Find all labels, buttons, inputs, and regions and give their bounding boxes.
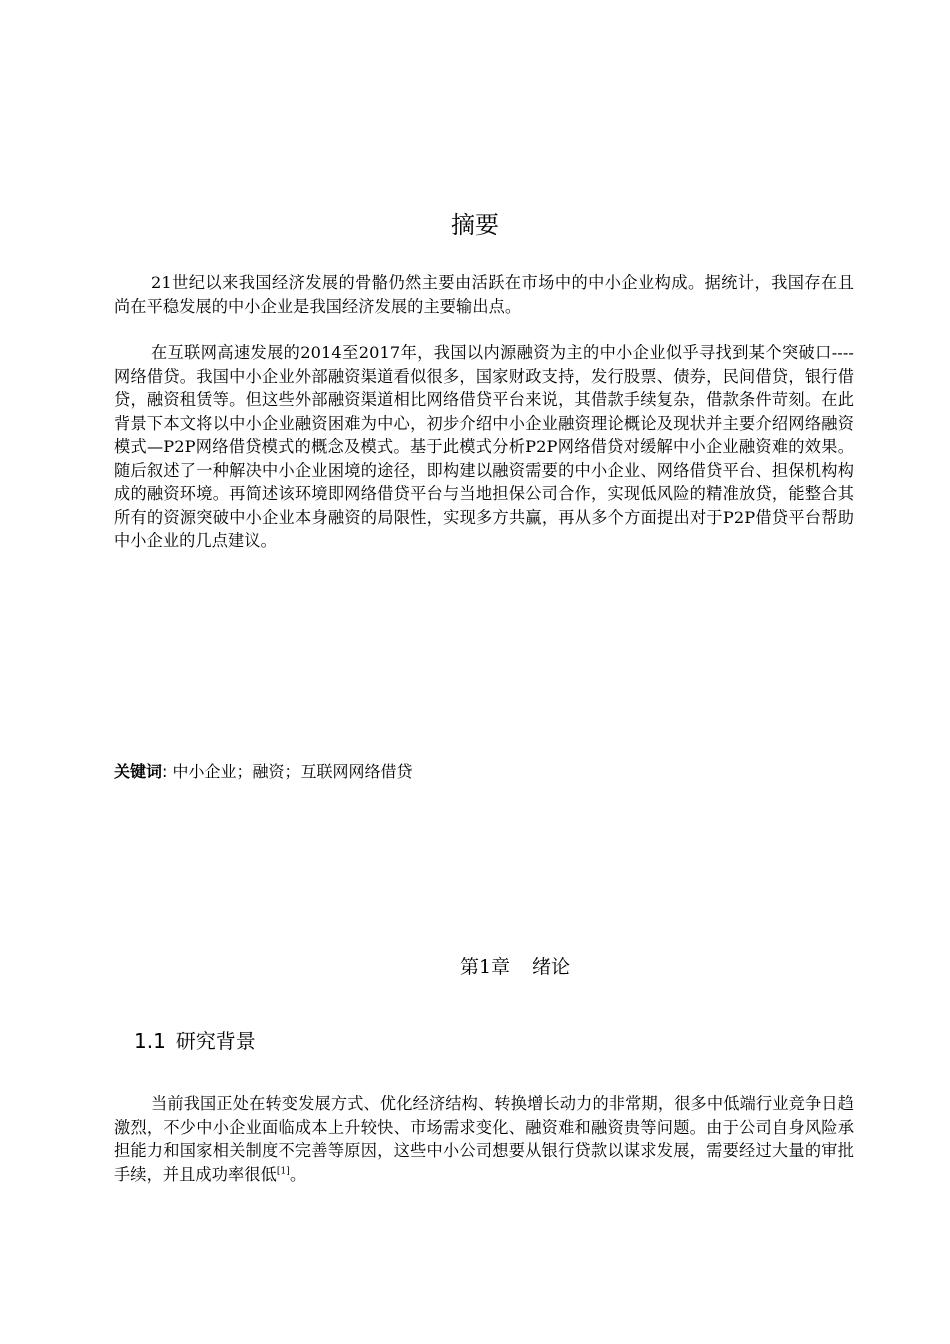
chapter-heading	[0, 953, 950, 981]
chapter-number: 第1章	[459, 956, 511, 978]
abstract-paragraph-1-text: 21世纪以来我国经济发展的骨骼仍然主要由活跃在市场中的中小企业构成。据统计，我国存在且尚在平稳发展的中小企业是我国经济发展的主要输出点。	[114, 273, 854, 316]
citation-marker: [1]	[276, 1166, 290, 1177]
chapter-title: 绪论	[532, 956, 571, 978]
section-paragraph-1-end: 。	[289, 1164, 307, 1184]
abstract-paragraph-1	[114, 271, 854, 318]
section-title: 研究背景	[175, 1029, 256, 1053]
keywords-line	[114, 760, 413, 784]
abstract-paragraph-2	[114, 341, 854, 553]
section-paragraph-1	[114, 1092, 854, 1186]
abstract-title: 摘要	[451, 211, 499, 239]
keywords-separator: :	[162, 762, 168, 781]
keywords-text: 中小企业；融资；互联网网络借贷	[172, 762, 413, 781]
section-heading	[134, 1026, 256, 1056]
abstract-paragraph-2-text: 在互联网高速发展的2014至2017年，我国以内源融资为主的中小企业似乎寻找到某个突破口----网络借贷。我国中小企业外部融资渠道看似很多，国家财政支持，发行股票、债券，民间借贷，银行借贷，融资租赁等。但这些外部融资渠道相比网络借贷平台来说，其借款手续复杂，借款条件苛刻。在此背景下本文将以中小企业融资困难为中心，初步介绍中小企业融资理论概论及现状并主要介绍网络融资模式—P2P网络借贷模式的概念及模式。基于此模式分析P2P网络借贷对缓解中小企业融资难的效果。随后叙述了一种解决中小企业困境的途径，即构建以融资需要的中小企业、网络借贷平台、担保机构构成的融资环境。再简述该环境即网络借贷平台与当地担保公司合作，实现低风险的精准放贷，能整合其所有的资源突破中小企业本身融资的局限性，实现多方共赢，再从多个方面提出对于P2P借贷平台帮助中小企业的几点建议。	[114, 343, 854, 550]
section-number: 1.1	[134, 1029, 166, 1053]
section-paragraph-1-body: 当前我国正处在转变发展方式、优化经济结构、转换增长动力的非常期，很多中低端行业竞争日趋激烈，不少中小企业面临成本上升较快、市场需求变化、融资难和融资贵等问题。由于公司自身风险承担能力和国家相关制度不完善等原因，这些中小公司想要从银行贷款以谋求发展，需要经过大量的审批手续，并且成功率很低	[114, 1094, 854, 1184]
keywords-label: 关键词	[114, 762, 163, 781]
section-paragraph-1-text	[114, 1092, 854, 1186]
